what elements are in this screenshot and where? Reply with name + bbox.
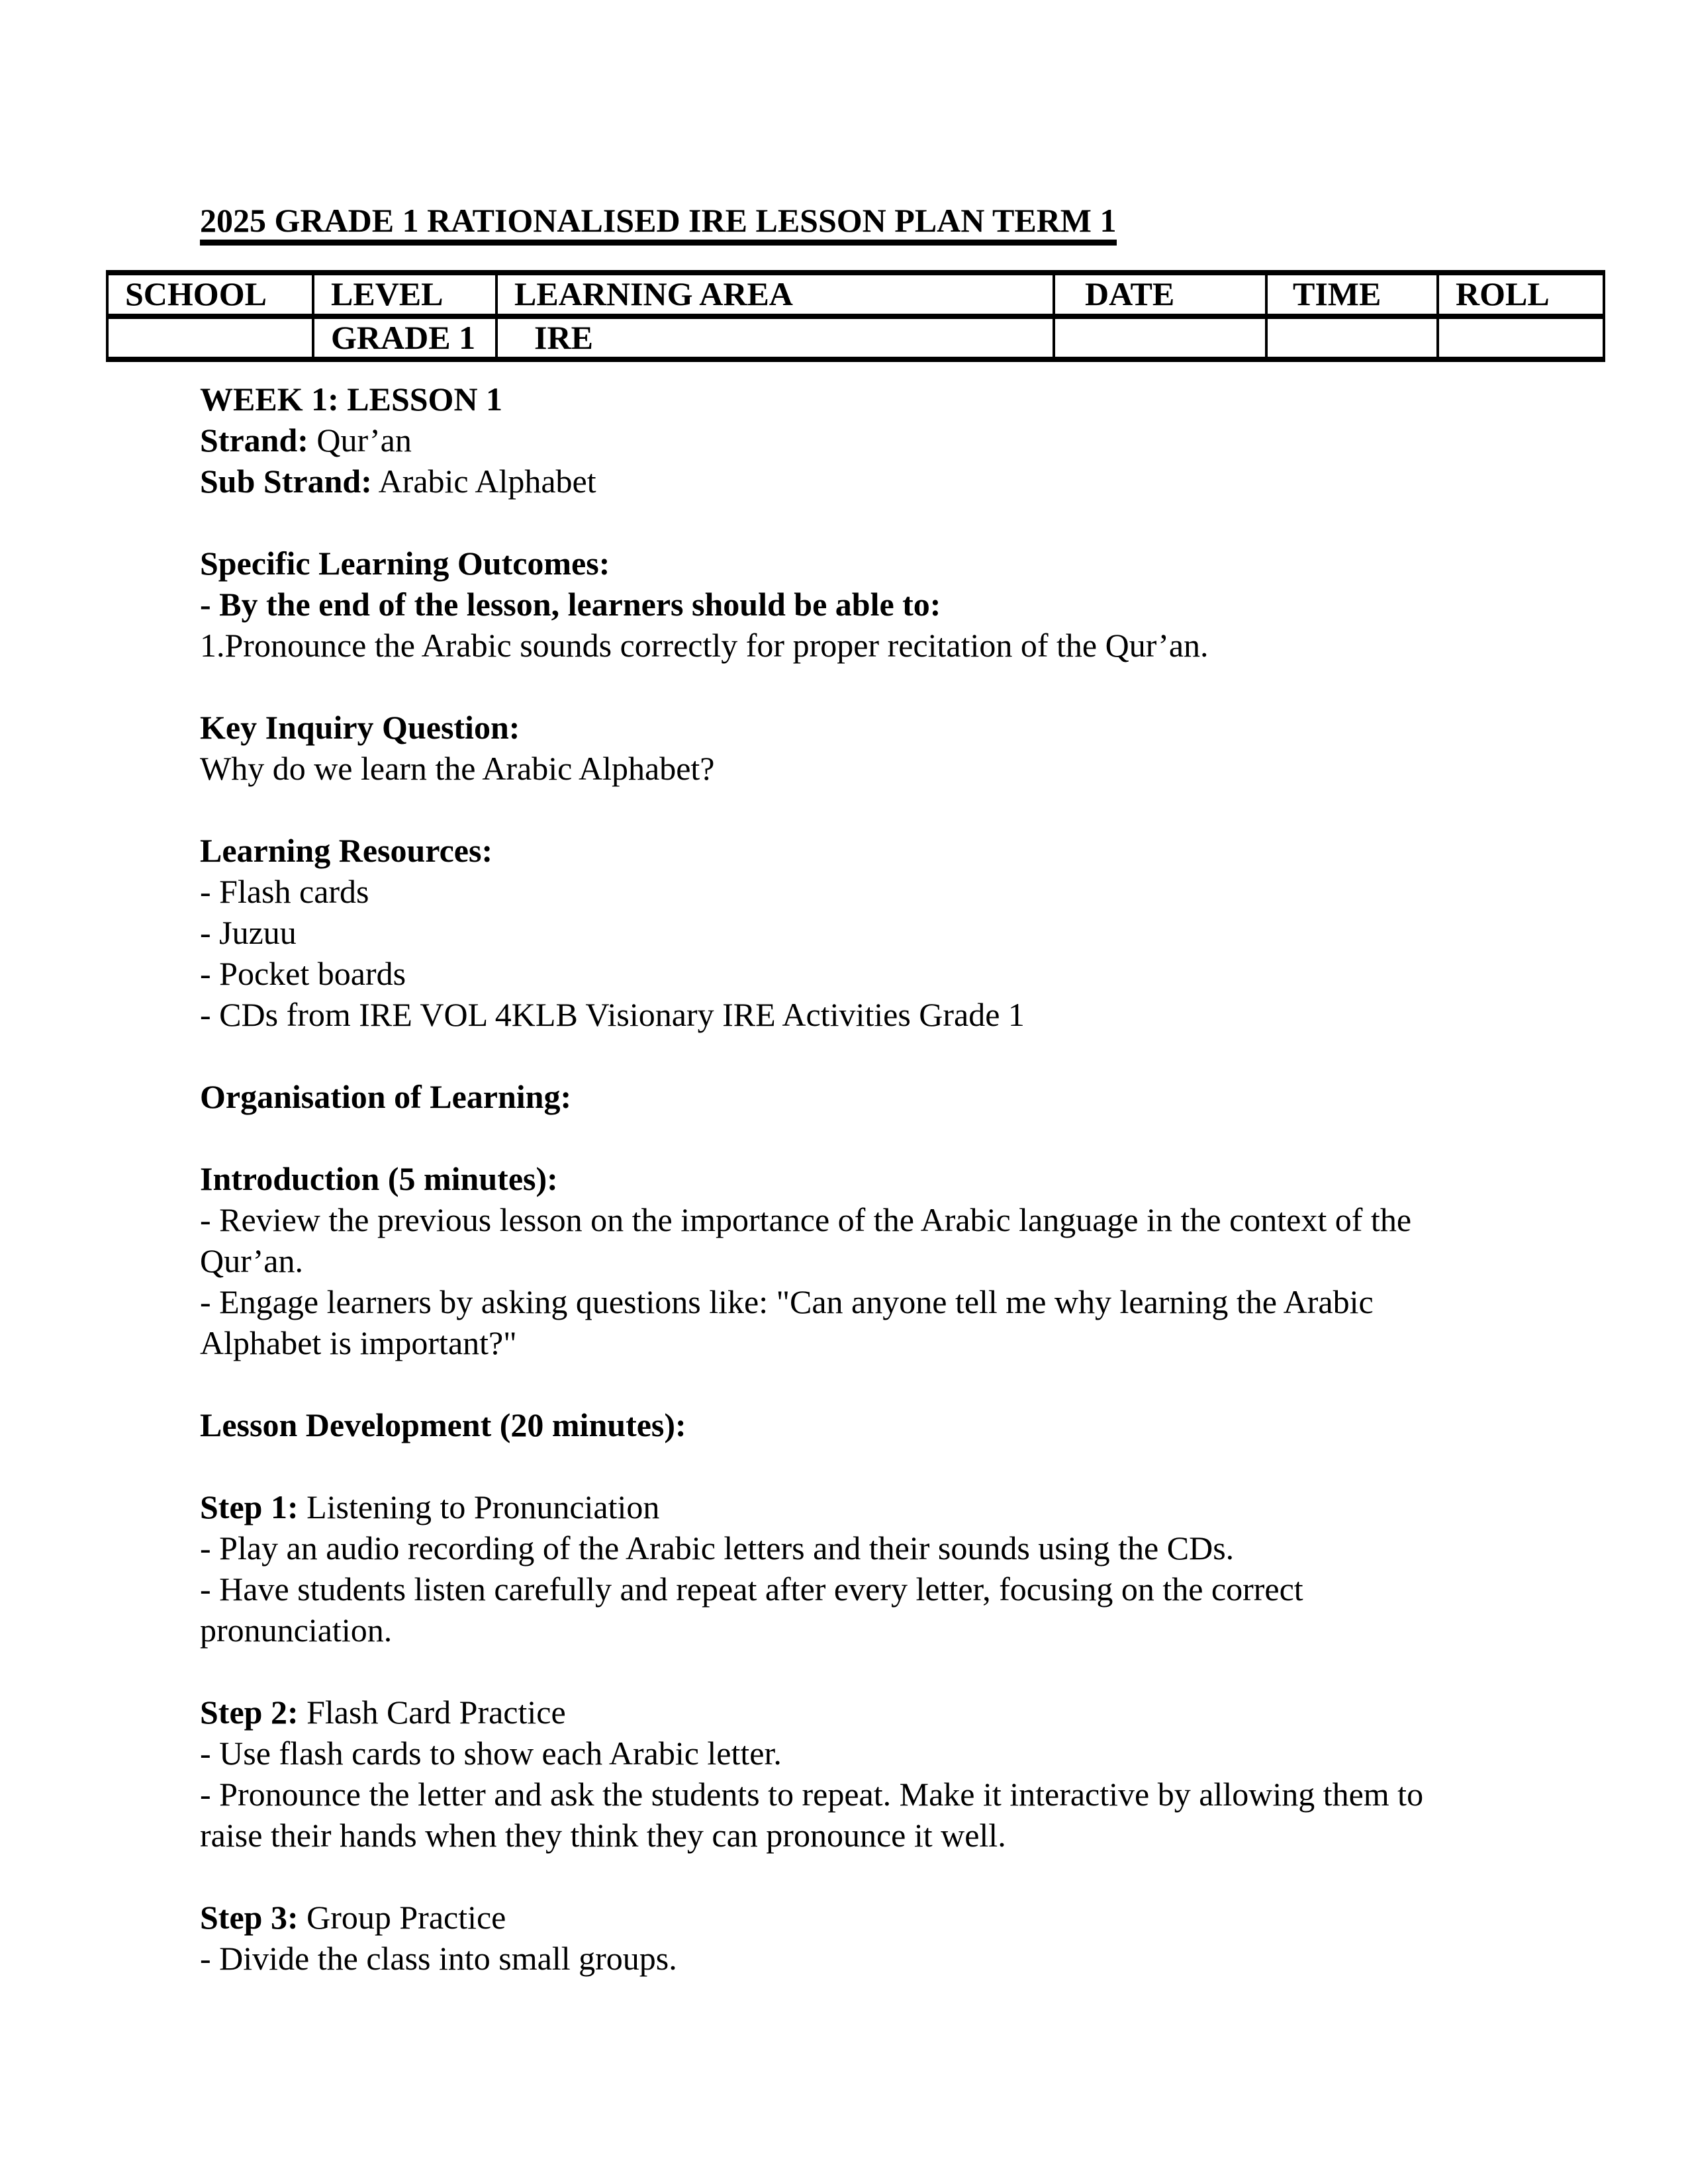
document-title: [200, 200, 1489, 241]
table-header-cell: ROLL: [1438, 273, 1604, 316]
paragraph: [200, 625, 1489, 666]
blank-line: [200, 1035, 1489, 1076]
document-body: [200, 379, 1489, 1979]
paragraph: [200, 1158, 1489, 1199]
paragraph-bold-text: Introduction (5 minutes):: [200, 1160, 558, 1197]
table-header-cell: DATE: [1054, 273, 1266, 316]
paragraph: [200, 871, 1489, 912]
paragraph: [200, 1486, 1489, 1527]
table-cell: [1054, 316, 1266, 359]
paragraph: [200, 994, 1489, 1035]
blank-line: [200, 1651, 1489, 1692]
lesson-info-table: [106, 270, 1605, 362]
paragraph: [200, 1076, 1489, 1117]
paragraph-text: Listening to Pronunciation: [298, 1488, 660, 1525]
paragraph: [200, 1938, 1489, 1979]
table-data-row: [107, 316, 1604, 359]
paragraph-text: Qur’an: [308, 422, 412, 459]
paragraph: [200, 830, 1489, 871]
table-cell: GRADE 1: [313, 316, 496, 359]
table-header-cell: LEVEL: [313, 273, 496, 316]
table-cell: [107, 316, 313, 359]
blank-line: [200, 789, 1489, 830]
paragraph: [200, 420, 1489, 461]
paragraph: [200, 912, 1489, 953]
paragraph: [200, 1897, 1489, 1938]
table-header-cell: TIME: [1266, 273, 1438, 316]
paragraph-text: 1.Pronounce the Arabic sounds correctly for proper recitation of the Qur’an.: [200, 627, 1209, 664]
paragraph-bold-text: Specific Learning Outcomes:: [200, 545, 610, 582]
paragraph: [200, 461, 1489, 502]
paragraph-text: - Divide the class into small groups.: [200, 1940, 677, 1977]
paragraph: [200, 1692, 1489, 1733]
blank-line: [200, 1363, 1489, 1404]
paragraph-text: - Review the previous lesson on the importance of the Arabic language in the context of the Qur’an.: [200, 1201, 1412, 1279]
blank-line: [200, 666, 1489, 707]
paragraph: [200, 1281, 1489, 1363]
paragraph-bold-text: WEEK 1: LESSON 1: [200, 381, 503, 418]
paragraph: [200, 1527, 1489, 1569]
paragraph: [200, 707, 1489, 748]
paragraph-bold-text: Lesson Development (20 minutes):: [200, 1406, 686, 1443]
paragraph-text: - Pocket boards: [200, 955, 406, 992]
paragraph-text: - Pronounce the letter and ask the students to repeat. Make it interactive by allowing them to raise their hands when they think they can pronounce it well.: [200, 1776, 1424, 1854]
blank-line: [200, 1445, 1489, 1486]
paragraph-text: - Play an audio recording of the Arabic letters and their sounds using the CDs.: [200, 1529, 1235, 1567]
paragraph-bold-text: Learning Resources:: [200, 832, 493, 869]
paragraph: [200, 748, 1489, 789]
paragraph-text: - Use flash cards to show each Arabic letter.: [200, 1735, 782, 1772]
table-header-cell: LEARNING AREA: [496, 273, 1054, 316]
paragraph-text: - Juzuu: [200, 914, 297, 951]
table-cell: IRE: [496, 316, 1054, 359]
paragraph-text: - Have students listen carefully and repeat after every letter, focusing on the correct pronunciation.: [200, 1570, 1303, 1649]
paragraph-text: Flash Card Practice: [298, 1694, 566, 1731]
paragraph-bold-text: Key Inquiry Question:: [200, 709, 520, 746]
paragraph-bold-text: Step 1:: [200, 1488, 299, 1525]
table-header-row: [107, 273, 1604, 316]
paragraph-bold-text: Step 3:: [200, 1899, 299, 1936]
paragraph-bold-text: Sub Strand:: [200, 463, 372, 500]
paragraph-bold-text: - By the end of the lesson, learners should be able to:: [200, 586, 941, 623]
paragraph: [200, 1774, 1489, 1856]
paragraph: [200, 584, 1489, 625]
paragraph: [200, 379, 1489, 420]
paragraph-text: Group Practice: [298, 1899, 506, 1936]
paragraph: [200, 1404, 1489, 1445]
blank-line: [200, 1856, 1489, 1897]
table-cell: [1266, 316, 1438, 359]
paragraph: [200, 1569, 1489, 1651]
paragraph-text: - CDs from IRE VOL 4KLB Visionary IRE Activities Grade 1: [200, 996, 1025, 1033]
paragraph-text: - Flash cards: [200, 873, 369, 910]
paragraph: [200, 1199, 1489, 1281]
paragraph-text: Why do we learn the Arabic Alphabet?: [200, 750, 715, 787]
table-header-cell: SCHOOL: [107, 273, 313, 316]
paragraph-bold-text: Organisation of Learning:: [200, 1078, 572, 1115]
paragraph: [200, 543, 1489, 584]
paragraph-bold-text: Strand:: [200, 422, 308, 459]
paragraph-text: Arabic Alphabet: [371, 463, 596, 500]
paragraph: [200, 1733, 1489, 1774]
paragraph-bold-text: Step 2:: [200, 1694, 299, 1731]
paragraph-text: - Engage learners by asking questions like: "Can anyone tell me why learning the Arabic Alphabet is important?": [200, 1283, 1374, 1361]
document-title-text: 2025 GRADE 1 RATIONALISED IRE LESSON PLAN TERM 1: [200, 202, 1117, 246]
paragraph: [200, 953, 1489, 994]
blank-line: [200, 1117, 1489, 1158]
blank-line: [200, 502, 1489, 543]
table-cell: [1438, 316, 1604, 359]
